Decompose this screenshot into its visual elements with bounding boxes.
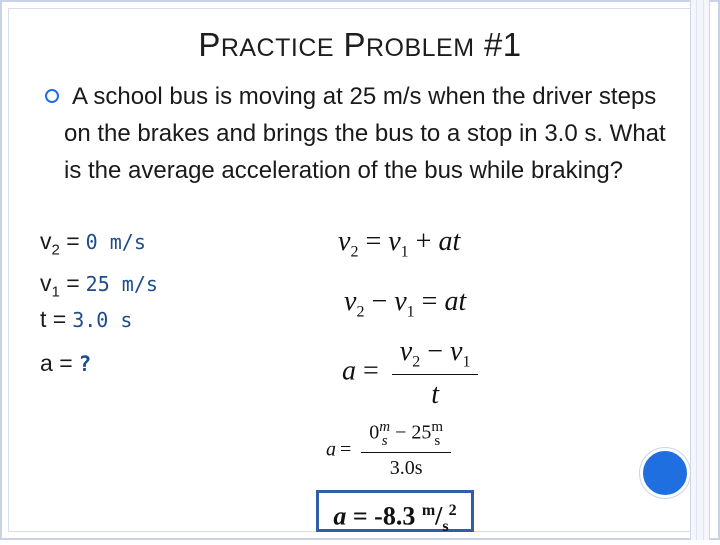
problem-statement: A school bus is moving at 25 m/s when the driver steps on the brakes and brings the bus to a stop in 3.0 s. What is the average acceleration of the bus while braking?: [64, 83, 666, 184]
var-value: 3.0 s: [72, 308, 133, 332]
equation-rearranged: $v_2 - v_1$ = at: [344, 286, 467, 321]
var-subscript: 1: [51, 283, 60, 301]
decorative-blue-circle: [640, 448, 690, 498]
var-name: v: [40, 228, 52, 254]
var-name: a: [40, 350, 53, 376]
var-value: ?: [78, 352, 92, 376]
var-subscript: 2: [51, 241, 60, 259]
var-equals: =: [66, 270, 80, 296]
var-equals: =: [66, 228, 80, 254]
given-t: [40, 306, 132, 333]
title-number: #1: [483, 26, 522, 63]
bullet-ring-icon: [45, 89, 59, 103]
given-v2: [40, 228, 146, 259]
var-name: t: [40, 306, 47, 332]
var-value: 25 m/s: [85, 272, 158, 296]
fraction: 0 m s − 25 m s 3.0s: [361, 420, 451, 480]
fraction: $\frac{v_2 - v_1}{t}$: [392, 336, 479, 411]
title-word-1-rest: RACTICE: [220, 34, 335, 62]
var-name: v: [40, 270, 52, 296]
answer-box: a = -8.3 $^m/_s^2$: [316, 490, 474, 532]
title-word-2-cap: P: [343, 26, 366, 63]
equation-acceleration-formula: a = $\frac{v_2 - v_1}{t}$: [342, 336, 478, 411]
var-equals: =: [59, 350, 73, 376]
title-word-1-cap: P: [198, 26, 221, 63]
equation-final-velocity: $v_2 = v_1$ + at: [338, 226, 461, 261]
var-value: 0 m/s: [85, 230, 146, 254]
decorative-right-rails: [690, 0, 710, 540]
given-v1: [40, 270, 158, 301]
unknown-a: [40, 350, 91, 377]
slide-title: [0, 26, 720, 64]
equation-substitution: a = 0 m s − 25 m s 3.0s: [326, 420, 451, 480]
var-equals: =: [52, 306, 67, 332]
title-word-2-rest: ROBLEM: [365, 34, 475, 62]
